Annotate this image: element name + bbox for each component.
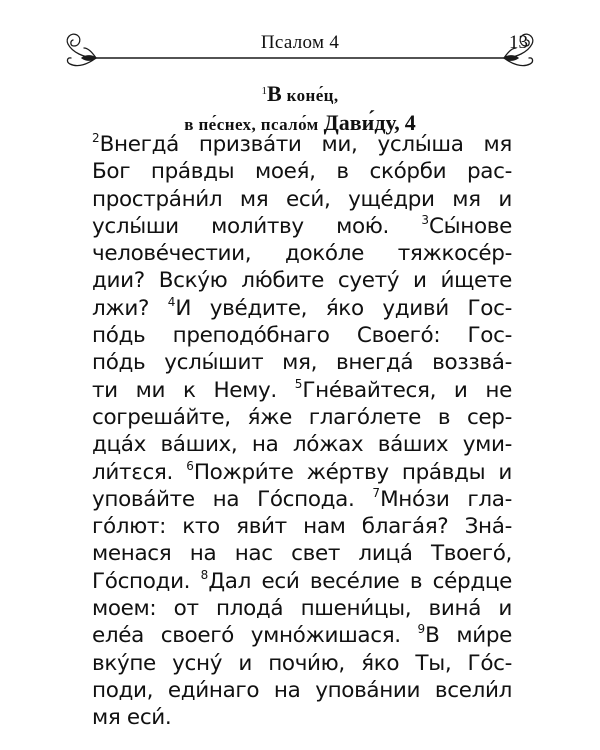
text-line: [92, 704, 512, 731]
text-line: [92, 131, 512, 158]
verse-number: 5: [294, 376, 303, 391]
verse-number: 2: [92, 131, 100, 145]
text-line: [92, 677, 512, 704]
verse-text: услы́ши моли́тву мою́.: [92, 213, 422, 239]
text-line: [92, 240, 512, 267]
running-head-title: Псалом 4: [260, 32, 340, 53]
verse-text: го́лют: кто яви́т нам блага́я? Зна́-: [92, 514, 512, 540]
verse-text: лжи?: [92, 295, 168, 321]
heading-initial: В: [266, 81, 282, 106]
heading-word: коне́ц,: [286, 86, 339, 105]
verse-text: простра́ни́л мя еси́, уще́дри мя и: [92, 186, 512, 212]
psalm-heading: [60, 78, 540, 138]
verse-text: вку́пе усну́ и почи́ю, я́ко Ты, Го́с-: [92, 650, 512, 676]
text-line: [92, 568, 512, 595]
text-line: [92, 322, 512, 349]
text-line: [92, 186, 512, 213]
verse-text: поди, еди́наго на упова́нии всели́л: [92, 677, 512, 703]
heading-psalm-number: 4: [404, 110, 416, 135]
text-line: [92, 377, 512, 404]
text-line: [92, 349, 512, 376]
verse-text: ти ми к Нему.: [92, 377, 295, 403]
verse-number: 3: [421, 212, 429, 227]
verse-text: И уве́дите, я́ко удиви́ Гос-: [175, 295, 512, 321]
text-line: [92, 295, 512, 322]
text-line: [92, 540, 512, 567]
text-line: [92, 459, 512, 486]
verse-number: 4: [167, 294, 176, 309]
text-line: [92, 486, 512, 513]
verse-text: Мно́зи гла-: [380, 486, 512, 512]
verse-text: по́дь услы́шит мя, внегда́ воззва́-: [92, 350, 512, 376]
verse-text: еле́а своего́ умно́жишася.: [92, 623, 418, 649]
text-line: [92, 431, 512, 458]
text-line: [92, 213, 512, 240]
verse-text: челове́честии, доко́ле тяжкосе́р-: [92, 241, 512, 267]
verse-text: Сы́нове: [429, 213, 512, 239]
running-head: [62, 28, 538, 72]
verse-text: В ми́ре: [425, 623, 512, 649]
verse-text: Пожри́те же́ртву пра́вды и: [193, 459, 513, 485]
verse-text: по́дь преподо́бнаго Своего́: Гос-: [92, 323, 512, 349]
verse-text: дца́х ва́ших, на ло́жах ва́ших уми-: [92, 432, 512, 458]
verse-number: 8: [200, 567, 209, 582]
page-number: 13: [509, 32, 528, 53]
verse-text: дии? Вску́ю лю́бите суету́ и и́щете: [92, 268, 512, 294]
text-line: [92, 513, 512, 540]
heading-name: Дави́ду,: [323, 110, 400, 135]
verse-text: менася на нас свет лица́ Твоего́,: [92, 541, 512, 567]
verse-text: Внегда́ призва́ти ми, услы́ша мя: [99, 132, 512, 157]
text-line: [92, 267, 512, 294]
text-line: [92, 404, 512, 431]
verse-text: мя еси́.: [92, 705, 172, 731]
verse-number: 1: [261, 85, 267, 97]
text-line: [92, 650, 512, 677]
verse-text: Гне́вайтеся, и не: [302, 377, 512, 403]
text-line: [92, 595, 512, 622]
verse-text: упова́йте на Го́спода.: [92, 486, 373, 512]
psalm-heading-line-1: [60, 78, 540, 109]
verse-text: ли́тεся.: [92, 459, 187, 485]
heading-subtitle: в пе́снех, псало́м: [184, 115, 319, 134]
verse-text: моем: от плода́ пшени́цы, вина́ и: [92, 596, 512, 622]
verse-number: 9: [417, 622, 426, 637]
verse-text: Го́споди.: [92, 568, 201, 594]
verse-text: Бог пра́вды моея́, в ско́рби рас-: [92, 159, 512, 185]
text-line: [92, 158, 512, 185]
text-line: [92, 622, 512, 649]
psalm-body-text: [92, 131, 512, 732]
verse-text: Дал еси́ весе́лие в се́рдце: [208, 568, 513, 594]
verse-text: согреша́йте, я́же глаго́лете в сер-: [92, 404, 512, 430]
verse-number: 6: [186, 458, 194, 473]
verse-number: 7: [372, 485, 381, 500]
